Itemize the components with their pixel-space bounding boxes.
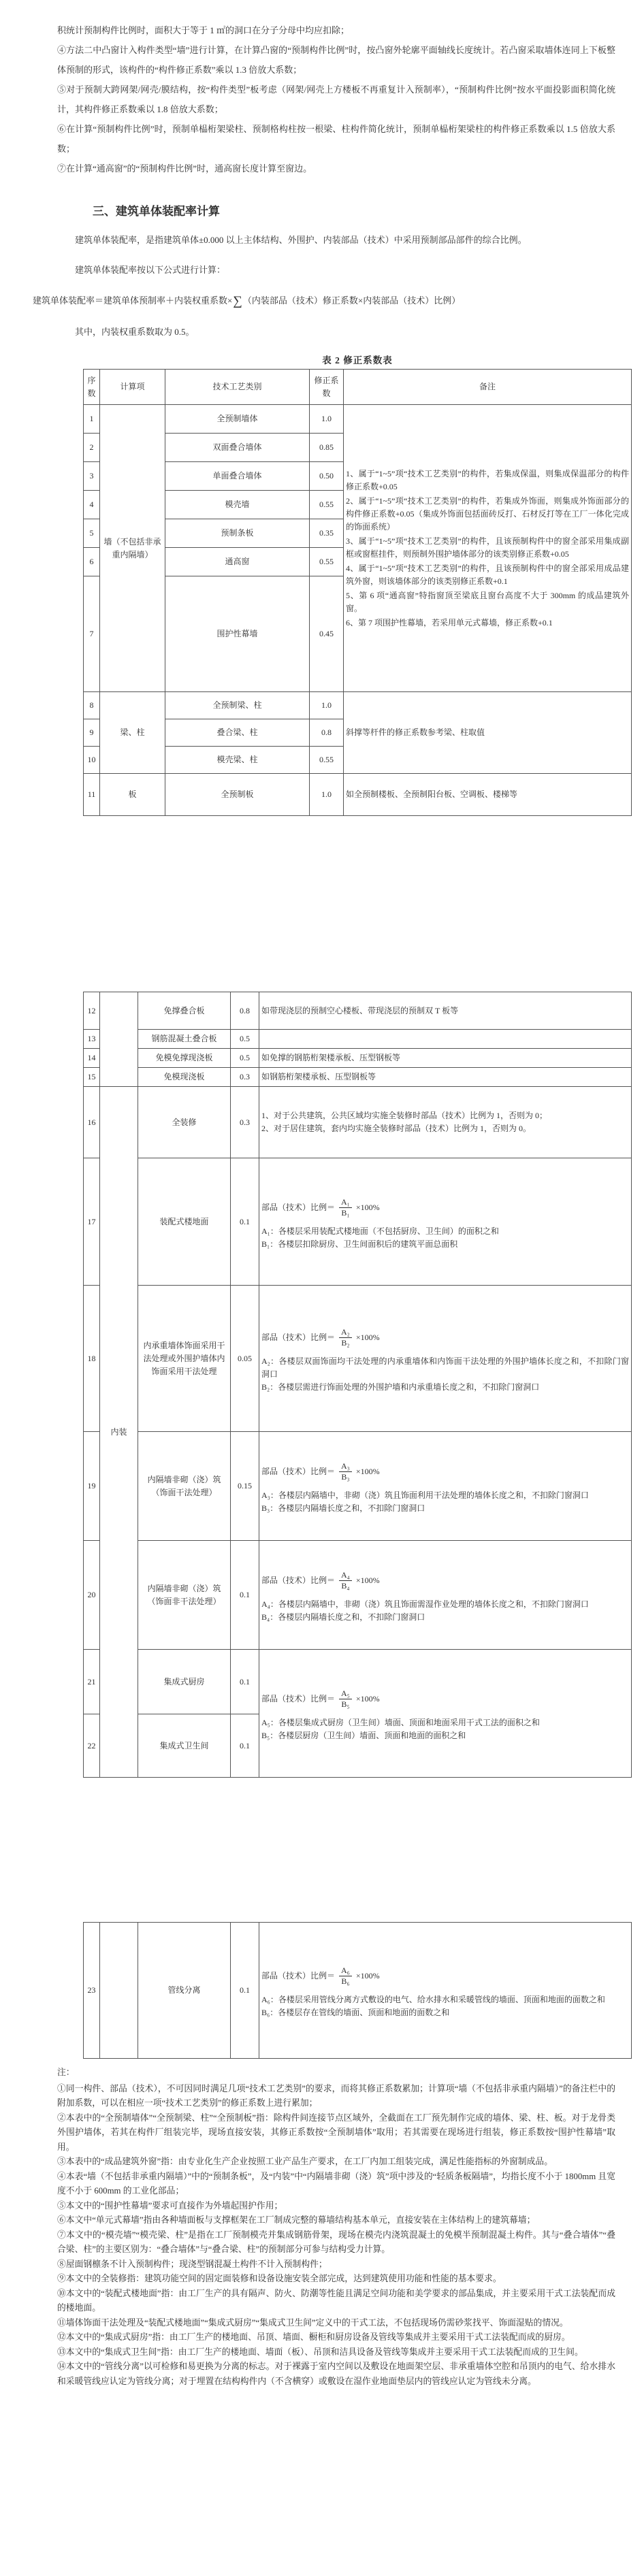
assembly-rate-formula: [33, 285, 615, 317]
note-item: ⑬本文中的“集成式卫生间”指：由工厂生产的楼地面、墙面（板）、吊顶和洁具设备及管线等集成并主要采用干式工法装配而成的卫生间。: [57, 2347, 583, 2357]
category-cell: 双面叠合墙体: [165, 434, 310, 462]
coefficient-cell: 0.1: [231, 1923, 259, 2059]
seq-cell: 16: [84, 1087, 100, 1158]
note-item: ③本表中的“成品建筑外窗”指：由专业化生产企业按照工业产品生产要求，在工厂内加工组装完成，满足性能指标的外窗制成品。: [57, 2157, 553, 2166]
category-cell: 全预制梁、柱: [165, 692, 310, 719]
fraction-numerator: A₆: [339, 1966, 352, 1976]
note-line: B₂：各楼层需进行饰面处理的外围护墙和内承重墙长度之和，不扣除门窗洞口: [261, 1382, 540, 1392]
table-row: [84, 692, 632, 719]
seq-cell: 18: [84, 1286, 100, 1432]
note-line: B₄：各楼层内隔墙长度之和，不扣除门窗洞口: [261, 1612, 425, 1622]
notes-label: 注：: [57, 2068, 75, 2077]
seq-cell: 20: [84, 1541, 100, 1650]
formula-left: 建筑单体装配率＝建筑单体预制率＋内装权重系数×: [33, 295, 233, 306]
note-item: ④本表“墙（不包括非承重内隔墙）”中的“预制条板”，及“内装”中“内隔墙非砌（浇）筑”项中涉及的“轻质条板隔墙”，均指长度不小于 1800mm 且宽度不小于 600mm 的工业化部品；: [57, 2171, 615, 2196]
category-cell: 单面叠合墙体: [165, 462, 310, 491]
table-row: [84, 1541, 632, 1650]
coefficient-cell: 0.55: [310, 548, 344, 576]
table-row: [84, 1068, 632, 1087]
coefficient-cell: 1.0: [310, 692, 344, 719]
fraction: [339, 1570, 352, 1591]
table-row: [84, 1432, 632, 1541]
correction-coefficient-table-part1: [83, 369, 632, 816]
formula-prefix: 部品（技术）比例＝: [261, 1971, 336, 1980]
note-line: A₂：各楼层双面饰面均干法处理的内承重墙体和内饰面干法处理的外围护墙体长度之和，不扣除门窗洞口: [261, 1356, 629, 1379]
note-line: 2、对于居住建筑，套内均实施全装修时部品（技术）比例为 1，否则为 0。: [261, 1124, 532, 1133]
fraction-numerator: A₅: [339, 1689, 352, 1699]
note-cell: 如带现浇层的预制空心楼板、带现浇层的预制双 T 板等: [259, 992, 632, 1030]
ratio-formula: [261, 1197, 629, 1218]
notes-section: [57, 2066, 615, 2389]
category-cell: 内隔墙非砌（浇）筑（饰面干法处理）: [138, 1432, 231, 1541]
intro-line: 积统计预制构件比例时，面积大于等于 1 ㎡的洞口在分子分母中均应扣除；: [57, 25, 350, 35]
ratio-formula: [261, 1461, 629, 1482]
formula-suffix: ×100%: [355, 1694, 380, 1703]
seq-cell: 3: [84, 462, 100, 491]
note-line: B₁：各楼层扣除厨房、卫生间面积后的建筑平面总面积: [261, 1239, 458, 1249]
coefficient-cell: 0.50: [310, 462, 344, 491]
correction-coefficient-table-part2: [83, 992, 632, 1778]
category-cell: 模壳墙: [165, 491, 310, 519]
fraction-numerator: A₂: [339, 1327, 352, 1338]
seq-cell: 12: [84, 992, 100, 1030]
coefficient-cell: 0.8: [310, 719, 344, 747]
weight-coefficient-paragraph: 其中，内装权重系数取为 0.5。: [75, 327, 195, 337]
category-cell: 内承重墙体饰面采用干法处理或外围护墙体内饰面采用干法处理: [138, 1286, 231, 1432]
header-item: 计算项: [100, 370, 165, 405]
correction-coefficient-table-part3: [83, 1922, 632, 2059]
table-row: [84, 1923, 632, 2059]
wall-note-line: 5、第 6 项“通高窗”特指窗顶至梁底且窗台高度不大于 300mm 的成品建筑外窗。: [346, 590, 629, 613]
intro-line: ⑦在计算“通高窗”的“预制构件比例”时，通高窗长度计算至窗边。: [57, 163, 312, 174]
note-line: A₅：各楼层集成式厨房（卫生间）墙面、顶面和地面采用干式工法的面积之和: [261, 1718, 540, 1727]
formula-suffix: ×100%: [355, 1333, 380, 1342]
coefficient-cell: 0.1: [231, 1541, 259, 1650]
seq-cell: 17: [84, 1158, 100, 1286]
table-row: [84, 1286, 632, 1432]
note-item: ⑧屋面钢檩条不计入预制构件；现浇型钢混凝土构件不计入预制构件；: [57, 2259, 327, 2269]
note-cell-wall: [344, 405, 632, 692]
note-item: ①同一构件、部品（技术），不可因同时满足几项“技术工艺类别”的要求，而将其修正系数累加；计算项“墙（不包括非承重内隔墙）”的备注栏中的附加系数，可以在相应一项“技术工艺类别”的修正系数上进行累加；: [57, 2083, 615, 2108]
coefficient-cell: 0.55: [310, 747, 344, 774]
item-cell-slab: 板: [100, 774, 165, 816]
formula-prefix: 部品（技术）比例＝: [261, 1333, 336, 1342]
header-coef: 修正系数: [310, 370, 344, 405]
formula-intro-paragraph: 建筑单体装配率按以下公式进行计算：: [75, 265, 226, 275]
note-cell-slab: 如全预制楼板、全预制阳台板、空调板、楼梯等: [344, 774, 632, 816]
note-item: ②本表中的“全预制墙体”“全预制梁、柱”“全预制板”指：除构件间连接节点区域外，全截面在工厂预先制作完成的墙体、梁、柱、板。对于龙骨类外围护墙体，若其在构件厂组装完毕，现场直接安装，其修正系数按“全预制墙体”取用；若其需要在现场进行组装，修正系数按“围护性幕墙”取用。: [57, 2113, 615, 2152]
category-cell: 预制条板: [165, 519, 310, 548]
seq-cell: 15: [84, 1068, 100, 1087]
note-item: ⑨本文中的全装修指：建筑功能空间的固定面装修和设备设施安装全部完成，达到建筑使用功能和性能的基本要求。: [57, 2274, 502, 2283]
intro-paragraphs: [57, 20, 615, 178]
seq-cell: 23: [84, 1923, 100, 2059]
fraction: [339, 1461, 352, 1482]
note-cell-pipeline: [259, 1923, 632, 2059]
note-line: A₄：各楼层内隔墙中，非砌（浇）筑且饰面需湿作业处理的墙体长度之和，不扣除门窗洞口: [261, 1599, 589, 1609]
coefficient-cell: 0.1: [231, 1158, 259, 1286]
formula-right: （内装部品（技术）修正系数×内装部品（技术）比例）: [242, 295, 461, 306]
intro-line: ⑤对于预制大跨网架/网壳/膜结构，按“构件类型”板考虑（网架/网壳上方楼板不再重复计入预制率），“预制构件比例”按水平面投影面积简化统计，其构件修正系数乘以 1.8 倍放大系数；: [57, 84, 615, 114]
category-cell: 全装修: [138, 1087, 231, 1158]
note-cell-empty: [259, 1030, 632, 1049]
note-item: ⑭本文中的“管线分离”以可检修和易更换为分离的标志。对于裸露于室内空间以及敷设在地面架空层、非承重墙体空腔和吊顶内的电气、给水排水和采暖管线应认定为管线分离；对于埋置在结构构件内（不含横穿）或敷设在湿作业地面垫层内的管线应认定为管线未分离。: [57, 2362, 615, 2386]
seq-cell: 21: [84, 1650, 100, 1714]
wall-note-line: 3、属于“1~5”项“技术工艺类别”的构件，且该预制构件中的窗全部采用集成副框或窗框挂件，则预制外围护墙体部分的该类别修正系数+0.05: [346, 536, 629, 559]
table-row: [84, 1049, 632, 1068]
category-cell: 模壳梁、柱: [165, 747, 310, 774]
seq-cell: 7: [84, 576, 100, 692]
coefficient-cell: 0.1: [231, 1650, 259, 1714]
coefficient-cell: 0.1: [231, 1714, 259, 1778]
seq-cell: 14: [84, 1049, 100, 1068]
note-item: ⑦本文中的“模壳墙”“模壳梁、柱”是指在工厂预制模壳并集成钢筋骨架，现场在模壳内浇筑混凝土的免模半预制混凝土构件。其与“叠合墙体”“叠合梁、柱”的主要区别为：“叠合墙体”与“叠合梁、柱”的预制部分可参与结构受力计算。: [57, 2230, 615, 2254]
coefficient-cell: 0.8: [231, 992, 259, 1030]
fraction: [339, 1689, 352, 1710]
header-seq: 序数: [84, 370, 100, 405]
seq-cell: 4: [84, 491, 100, 519]
fraction-denominator: B₂: [341, 1338, 350, 1348]
category-cell: 免撑叠合板: [138, 992, 231, 1030]
coefficient-cell: 0.35: [310, 519, 344, 548]
formula-prefix: 部品（技术）比例＝: [261, 1576, 336, 1585]
table-row: [84, 1087, 632, 1158]
category-cell: 钢筋混凝土叠合板: [138, 1030, 231, 1049]
table-row: [84, 1650, 632, 1714]
formula-suffix: ×100%: [355, 1576, 380, 1585]
wall-note-list: [346, 468, 629, 630]
seq-cell: 6: [84, 548, 100, 576]
note-line: B₃：各楼层内隔墙长度之和，不扣除门窗洞口: [261, 1503, 425, 1513]
header-category: 技术工艺类别: [165, 370, 310, 405]
fraction-denominator: B₁: [341, 1207, 350, 1218]
seq-cell: 13: [84, 1030, 100, 1049]
category-cell: 全预制墙体: [165, 405, 310, 434]
seq-cell: 22: [84, 1714, 100, 1778]
item-cell-wall: 墙（不包括非承重内隔墙）: [100, 405, 165, 692]
page-gap: [57, 1778, 615, 1922]
fraction: [339, 1197, 352, 1218]
note-cell: 如钢筋桁架楼承板、压型钢板等: [259, 1068, 632, 1087]
note-line: 1、对于公共建筑，公共区域均实施全装修时部品（技术）比例为 1，否则为 0；: [261, 1111, 548, 1120]
seq-cell: 19: [84, 1432, 100, 1541]
seq-cell: 2: [84, 434, 100, 462]
category-cell: 叠合梁、柱: [165, 719, 310, 747]
ratio-formula: [261, 1327, 629, 1348]
page-gap: [57, 816, 615, 992]
seq-cell: 1: [84, 405, 100, 434]
coefficient-cell: 0.55: [310, 491, 344, 519]
category-cell: 集成式厨房: [138, 1650, 231, 1714]
category-cell: 通高窗: [165, 548, 310, 576]
note-cell-partition-dry: [259, 1432, 632, 1541]
category-cell: 全预制板: [165, 774, 310, 816]
note-cell: 如免撑的钢筋桁架楼承板、压型钢板等: [259, 1049, 632, 1068]
wall-note-line: 1、属于“1~5”项“技术工艺类别”的构件，若集成保温，则集成保温部分的构件修正系数+0.05: [346, 468, 629, 491]
table-title: 表 2 修正系数表: [322, 355, 393, 365]
note-cell-wall-finish: [259, 1286, 632, 1432]
table-row: [84, 405, 632, 434]
wall-note-line: 6、第 7 项围护性幕墙，若采用单元式幕墙，修正系数+0.1: [346, 617, 553, 627]
fraction: [339, 1966, 352, 1987]
formula-suffix: ×100%: [355, 1467, 380, 1476]
fraction-denominator: B₅: [341, 1699, 350, 1709]
seq-cell: 9: [84, 719, 100, 747]
category-cell: 集成式卫生间: [138, 1714, 231, 1778]
intro-line: ⑥在计算“预制构件比例”时，预制单榀桁架梁柱、预制格构柱按一根梁、柱构件简化统计，预制单榀桁架梁柱的构件修正系数乘以 1.5 倍放大系数；: [57, 124, 615, 154]
note-cell-kitchen-bathroom: [259, 1650, 632, 1778]
seq-cell: 8: [84, 692, 100, 719]
ratio-formula: [261, 1570, 629, 1591]
category-cell: 免模现浇板: [138, 1068, 231, 1087]
coefficient-cell: 0.3: [231, 1087, 259, 1158]
seq-cell: 5: [84, 519, 100, 548]
fraction-numerator: A₁: [339, 1197, 352, 1208]
item-cell-interior-continued: [100, 1923, 138, 2059]
coefficient-cell: 0.15: [231, 1432, 259, 1541]
table-row: [84, 774, 632, 816]
coefficient-cell: 1.0: [310, 774, 344, 816]
category-cell: 免模免撑现浇板: [138, 1049, 231, 1068]
note-cell-beam: 斜撑等杆件的修正系数参考梁、柱取值: [344, 692, 632, 774]
formula-prefix: 部品（技术）比例＝: [261, 1467, 336, 1476]
note-line: B₆：各楼层存在管线的墙面、顶面和地面的面数之和: [261, 2008, 450, 2017]
fraction-numerator: A₄: [339, 1570, 352, 1581]
note-item: ⑪墙体饰面干法处理及“装配式楼地面”“集成式厨房”“集成式卫生间”定义中的干式工法，不包括现场仍需砂浆找平、饰面湿贴的情况。: [57, 2317, 568, 2328]
category-cell: 装配式楼地面: [138, 1158, 231, 1286]
item-cell-interior: 内装: [100, 1087, 138, 1778]
note-item: ⑫本文中的“集成式厨房”指：由工厂生产的楼地面、吊顶、墙面、橱柜和厨房设备及管线等集成并主要采用干式工法装配而成的厨房。: [57, 2332, 570, 2342]
definition-paragraph: 建筑单体装配率，是指建筑单体±0.000 以上主体结构、外围护、内装部品（技术）中采用预制部品部件的综合比例。: [75, 235, 527, 245]
coefficient-cell: 0.5: [231, 1030, 259, 1049]
category-cell: 管线分离: [138, 1923, 231, 2059]
fraction-denominator: B₄: [341, 1581, 350, 1591]
note-item: ⑥本文中“单元式幕墙”指由各种墙面板与支撑框架在工厂制成完整的幕墙结构基本单元，直接安装在主体结构上的建筑幕墙；: [57, 2215, 536, 2225]
note-line: A₆：各楼层采用管线分离方式敷设的电气、给水排水和采暖管线的墙面、顶面和地面的面数之和: [261, 1995, 605, 2004]
formula-prefix: 部品（技术）比例＝: [261, 1694, 336, 1703]
seq-cell: 10: [84, 747, 100, 774]
wall-note-line: 2、属于“1~5”项“技术工艺类别”的构件，若集成外饰面，则集成外饰面部分的构件修正系数+0.05（集成外饰面包括面砖反打、石材反打等在工厂一体化完成的饰面系统）: [346, 495, 629, 532]
note-cell-floor: [259, 1158, 632, 1286]
category-cell: 内隔墙非砌（浇）筑（饰面非干法处理）: [138, 1541, 231, 1650]
note-line: B₅：各楼层厨房（卫生间）墙面、顶面和地面的面积之和: [261, 1731, 466, 1740]
ratio-formula: [261, 1966, 629, 1987]
sigma-symbol: ∑: [233, 294, 242, 308]
intro-line: ④方法二中凸窗计入构件类型“墙”进行计算，在计算凸窗的“预制构件比例”时，按凸窗外轮廓平面轴线长度统计。若凸窗采取墙体连同上下板整体预制的形式，该构件的“构件修正系数”乘以 1.3 倍放大系数；: [57, 45, 615, 75]
table-header-row: [84, 370, 632, 405]
formula-prefix: 部品（技术）比例＝: [261, 1202, 336, 1212]
note-item: ⑩本文中的“装配式楼地面”指：由工厂生产的具有隔声、防火、防潮等性能且满足空间功能和美学要求的部品集成，并主要采用干式工法装配而成的楼地面。: [57, 2288, 615, 2313]
fraction-numerator: A₃: [339, 1461, 352, 1472]
note-line: A₁：各楼层采用装配式楼地面（不包括厨房、卫生间）的面积之和: [261, 1226, 499, 1236]
seq-cell: 11: [84, 774, 100, 816]
note-cell-partition-wet: [259, 1541, 632, 1650]
coefficient-cell: 0.05: [231, 1286, 259, 1432]
fraction: [339, 1327, 352, 1348]
section-title: 三、建筑单体装配率计算: [93, 205, 220, 218]
coefficient-cell: 1.0: [310, 405, 344, 434]
note-line: A₃：各楼层内隔墙中，非砌（浇）筑且饰面利用干法处理的墙体长度之和，不扣除门窗洞口: [261, 1490, 589, 1500]
wall-note-line: 4、属于“1~5”项“技术工艺类别”的构件，且该预制构件中的窗全部采用成品建筑外窗，则该墙体部分的该类别修正系数+0.1: [346, 563, 629, 586]
fraction-denominator: B₃: [341, 1472, 350, 1482]
coefficient-cell: 0.85: [310, 434, 344, 462]
ratio-formula: [261, 1689, 629, 1710]
table-row: [84, 1158, 632, 1286]
table-row: [84, 1030, 632, 1049]
coefficient-cell: 0.5: [231, 1049, 259, 1068]
coefficient-cell: 0.3: [231, 1068, 259, 1087]
note-cell-full-decoration: [259, 1087, 632, 1158]
item-cell-beam-column: 梁、柱: [100, 692, 165, 774]
item-cell-slab-continued: [100, 992, 138, 1087]
note-item: ⑤本文中的“围护性幕墙”要求可直接作为外墙起围护作用；: [57, 2200, 283, 2211]
fraction-denominator: B₆: [341, 1976, 350, 1986]
table-row: [84, 992, 632, 1030]
header-note: 备注: [344, 370, 632, 405]
coefficient-cell: 0.45: [310, 576, 344, 692]
formula-suffix: ×100%: [355, 1971, 380, 1980]
formula-suffix: ×100%: [355, 1202, 380, 1212]
category-cell: 围护性幕墙: [165, 576, 310, 692]
